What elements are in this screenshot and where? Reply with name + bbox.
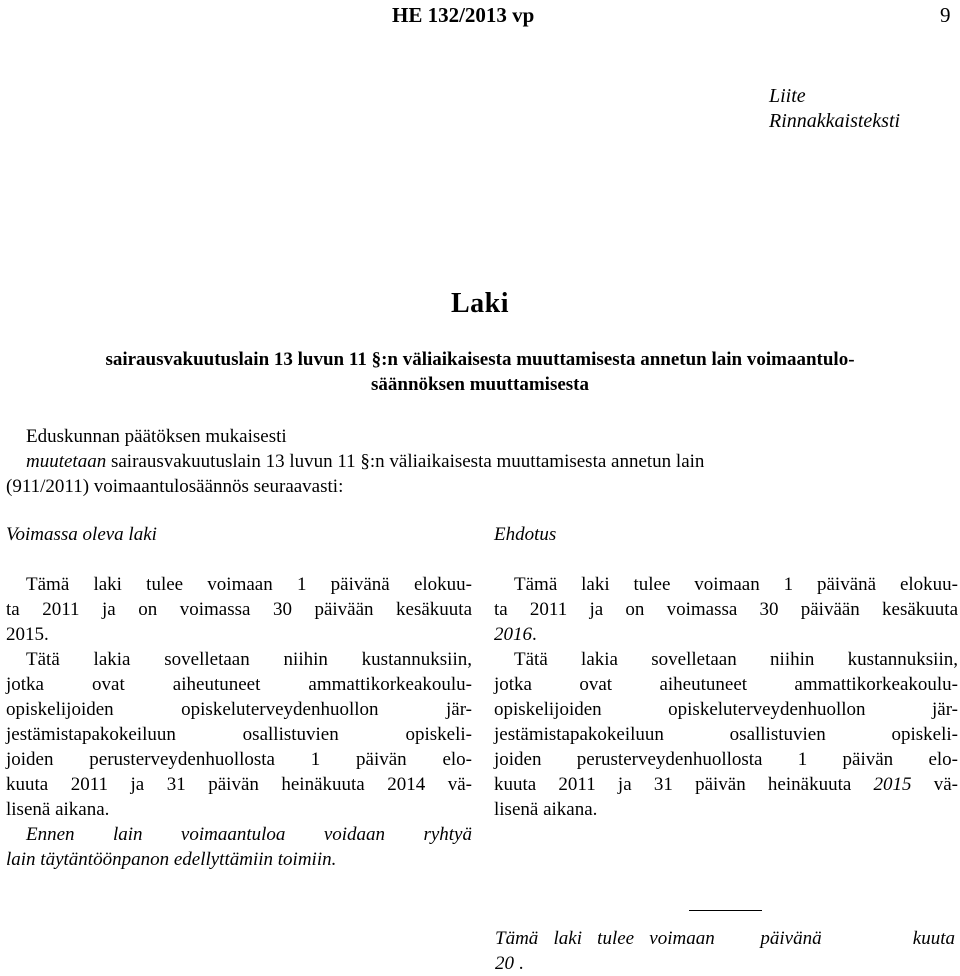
left-p2-line: opiskelijoiden opiskeluterveydenhuollon jär-	[6, 699, 472, 720]
law-subtitle-line-1: sairausvakuutuslain 13 luvun 11 §:n väliaikaisesta muuttamisesta annetun lain voimaantulo-	[105, 349, 855, 370]
law-subtitle	[0, 347, 960, 397]
footer-line-1: Tämä laki tulee voimaan päivänä kuuta	[495, 928, 955, 949]
right-p1-line: Tämä laki tulee voimaan 1 päivänä elokuu-	[514, 574, 958, 595]
left-p2-line: Tätä lakia sovelletaan niihin kustannuksiin,	[26, 649, 472, 670]
right-p2-line	[494, 772, 958, 797]
right-column-body	[494, 572, 958, 822]
right-p2-line: jestämistapakokeiluun osallistuvien opiskeli-	[494, 724, 958, 745]
right-p1-line: ta 2011 ja on voimassa 30 päivään kesäkuuta	[494, 599, 958, 620]
right-p2-line6-b: vä-	[911, 774, 958, 795]
attachment-label-block	[769, 84, 900, 134]
right-p1-period: .	[532, 624, 537, 645]
left-column-body	[6, 572, 472, 872]
right-p2-line: jotka ovat aiheutuneet ammattikorkeakoulu-	[494, 674, 958, 695]
enactment-intro	[6, 424, 958, 499]
left-p2-line: jestämistapakokeiluun osallistuvien opiskeli-	[6, 724, 472, 745]
attachment-label: Liite	[769, 85, 806, 107]
left-p1-line: Tämä laki tulee voimaan 1 päivänä elokuu-	[26, 574, 472, 595]
left-p1-line: ta 2011 ja on voimassa 30 päivään kesäkuuta	[6, 599, 472, 620]
intro-muutetaan: muutetaan	[26, 451, 107, 472]
document-id: HE 132/2013 vp	[392, 3, 535, 27]
right-p2-line: joiden perusterveydenhuollosta 1 päivän elo-	[494, 749, 958, 770]
separator-rule	[689, 910, 762, 911]
intro-line-1: Eduskunnan päätöksen mukaisesti	[26, 426, 287, 447]
intro-line-3: (911/2011) voimaantulosäännös seuraavasti:	[6, 476, 344, 497]
footer-year: 20	[495, 953, 514, 974]
attachment-sublabel: Rinnakkaisteksti	[769, 110, 901, 132]
footer-line-2	[495, 951, 955, 976]
right-p2-line6-a: kuuta 2011 ja 31 päivän heinäkuuta	[494, 774, 874, 795]
law-subtitle-line-2: säännöksen muuttamisesta	[370, 374, 589, 395]
right-p2-line: opiskelijoiden opiskeluterveydenhuollon jär-	[494, 699, 958, 720]
right-p2-line: Tätä lakia sovelletaan niihin kustannuksiin,	[514, 649, 958, 670]
left-p3-line: Ennen lain voimaantuloa voidaan ryhtyä	[26, 824, 472, 845]
right-p1-line	[494, 622, 958, 647]
intro-line-2	[6, 449, 958, 474]
left-p2-line: jotka ovat aiheutuneet ammattikorkeakoulu-	[6, 674, 472, 695]
right-p1-year: 2016	[494, 624, 532, 645]
intro-line-2-rest: sairausvakuutuslain 13 luvun 11 §:n väliaikaisesta muuttamisesta annetun lain	[106, 451, 705, 472]
right-p2-year: 2015	[873, 774, 912, 795]
left-p3-line: lain täytäntöönpanon edellyttämiin toimiin.	[6, 849, 337, 870]
left-p2-line: joiden perusterveydenhuollosta 1 päivän elo-	[6, 749, 472, 770]
law-title: Laki	[450, 288, 510, 319]
footer-period: .	[514, 953, 524, 974]
left-column-heading: Voimassa oleva laki	[6, 524, 157, 545]
page-number: 9	[940, 3, 951, 27]
left-p1-line: 2015.	[6, 624, 49, 645]
left-p2-line: kuuta 2011 ja 31 päivän heinäkuuta 2014 vä-	[6, 774, 472, 795]
right-column-heading: Ehdotus	[494, 524, 557, 545]
right-p2-line: lisenä aikana.	[494, 799, 598, 820]
left-p2-line: lisenä aikana.	[6, 799, 110, 820]
